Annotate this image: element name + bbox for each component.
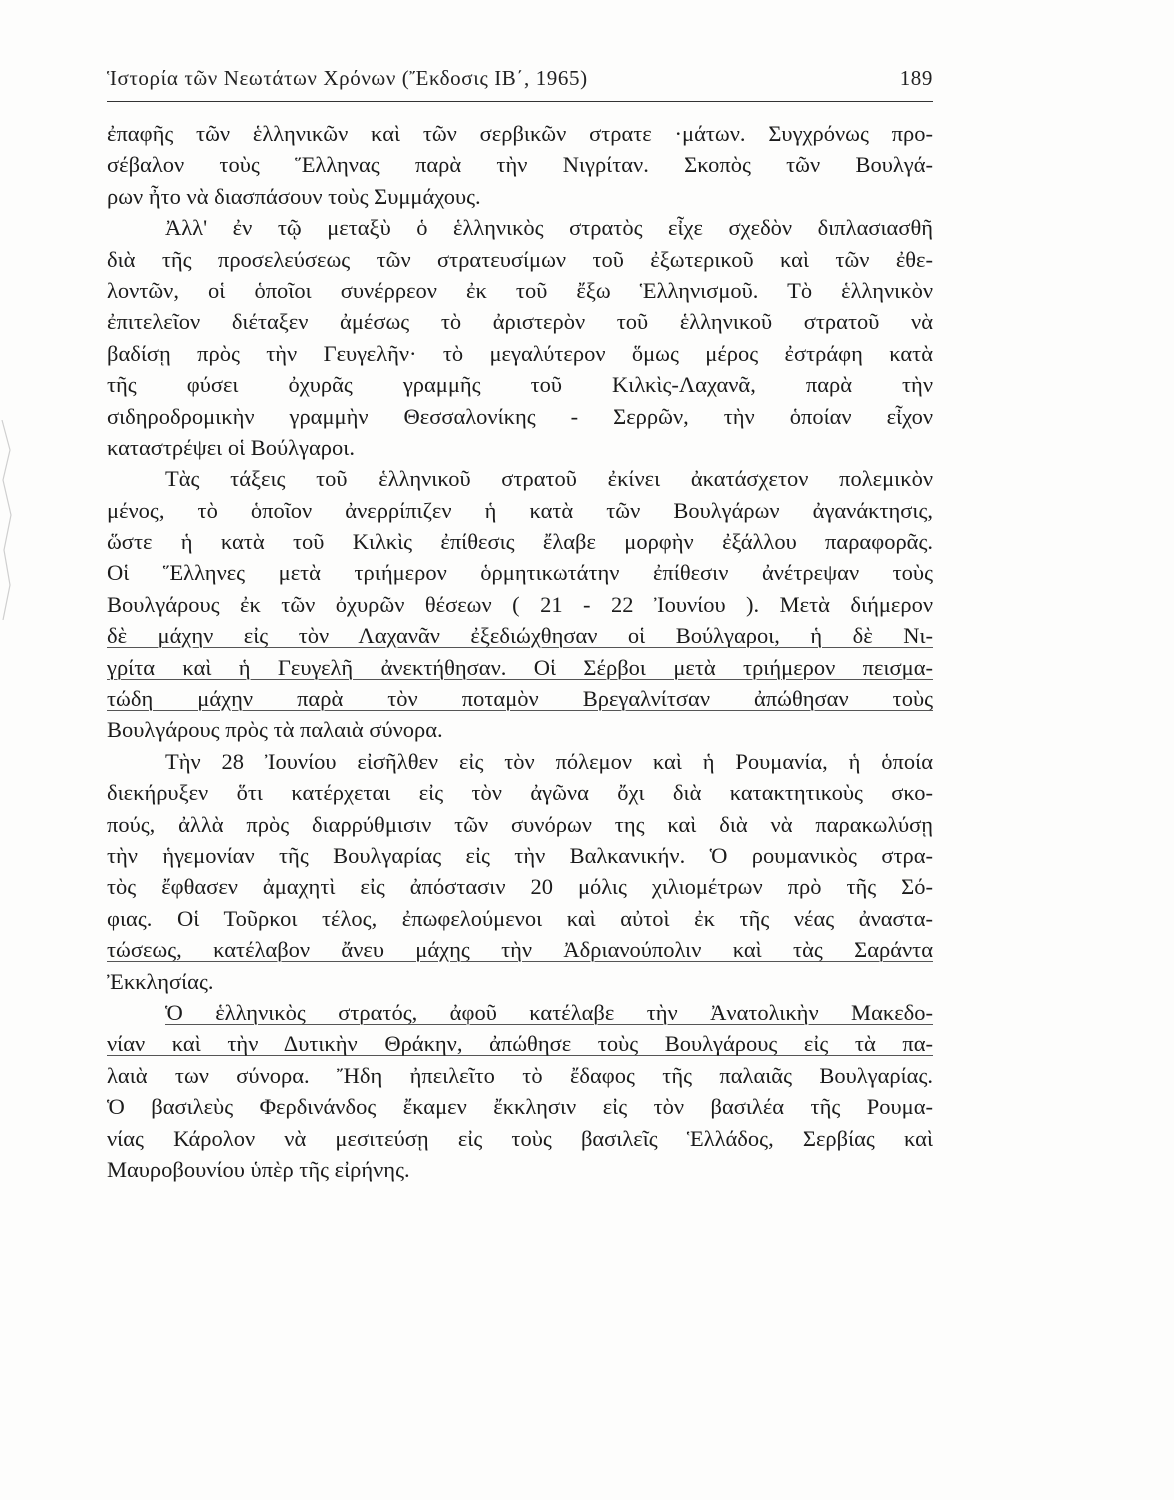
text-line: τὴν ἡγεμονίαν τῆς Βουλγαρίας εἰς τὴν Βαλκανικήν. Ὁ ρουμανικὸς στρα- xyxy=(107,842,933,868)
text-line: μένος, τὸ ὁποῖον ἀνερρίπιζεν ἡ κατὰ τῶν Βουλγάρων ἀγανάκτησις, xyxy=(107,497,933,523)
page-header xyxy=(107,66,933,96)
text-line: τώδη μάχην παρὰ τὸν ποταμὸν Βρεγαλνίτσαν ἀπώθησαν τοὺς xyxy=(107,686,933,712)
body-text xyxy=(107,118,933,1185)
text-line: Οἱ Ἕλληνες μετὰ τριήμερον ὁρμητικωτάτην ἐπίθεσιν ἀνέτρεψαν τοὺς xyxy=(107,560,933,586)
text-line: Βουλγάρους πρὸς τὰ παλαιὰ σύνορα. xyxy=(107,717,443,743)
text-line: λαιὰ των σύνορα. Ἤδη ἠπειλεῖτο τὸ ἔδαφος τῆς παλαιᾶς Βουλγαρίας. xyxy=(107,1062,933,1088)
text-line: γρίτα καὶ ἡ Γευγελῆ ἀνεκτήθησαν. Οἱ Σέρβοι μετὰ τριήμερον πεισμα- xyxy=(107,654,933,680)
text-line: τὸς ἔφθασεν ἀμαχητὶ εἰς ἀπόστασιν 20 μόλις χιλιομέτρων πρὸ τῆς Σό- xyxy=(107,874,933,900)
page-number: 189 xyxy=(899,66,933,90)
text-line: Ὁ βασιλεὺς Φερδινάνδος ἔκαμεν ἔκκλησιν εἰς τὸν βασιλέα τῆς Ρουμα- xyxy=(107,1094,933,1120)
text-line: ὥστε ἡ κατὰ τοῦ Κιλκὶς ἐπίθεσις ἔλαβε μορφὴν ἐξάλλου παραφορᾶς. xyxy=(107,529,933,555)
header-rule xyxy=(107,101,933,102)
text-line: τώσεως, κατέλαβον ἄνευ μάχης τὴν Ἀδριανούπολιν καὶ τὰς Σαράντα xyxy=(107,937,933,963)
text-line: ἐπιτελεῖον διέταξεν ἀμέσως τὸ ἀριστερὸν τοῦ ἑλληνικοῦ στρατοῦ νὰ xyxy=(107,309,933,335)
text-line: φιας. Οἱ Τοῦρκοι τέλος, ἐπωφελούμενοι καὶ αὐτοὶ ἐκ τῆς νέας ἀναστα- xyxy=(107,905,933,931)
text-line: Ἐκκλησίας. xyxy=(107,968,214,994)
text-line: Ὁ ἑλληνικὸς στρατός, ἀφοῦ κατέλαβε τὴν Ἀνατολικὴν Μακεδο- xyxy=(165,999,933,1025)
text-line: βαδίσῃ πρὸς τὴν Γευγελῆν· τὸ μεγαλύτερον ὅμως μέρος ἐστράφη κατὰ xyxy=(107,340,933,366)
text-line: τῆς φύσει ὀχυρᾶς γραμμῆς τοῦ Κιλκὶς-Λαχανᾶ, παρὰ τὴν xyxy=(107,372,933,398)
text-line: σέβαλον τοὺς Ἕλληνας παρὰ τὴν Νιγρίταν. Σκοπὸς τῶν Βουλγά- xyxy=(107,152,933,178)
text-line: Μαυροβουνίου ὑπὲρ τῆς εἰρήνης. xyxy=(107,1156,410,1182)
text-line: Ἀλλ' ἐν τῷ μεταξὺ ὁ ἑλληνικὸς στρατὸς εἶχε σχεδὸν διπλασιασθῆ xyxy=(165,215,933,241)
text-line: πούς, ἀλλὰ πρὸς διαρρύθμισιν τῶν συνόρων της καὶ διὰ νὰ παρακωλύσῃ xyxy=(107,811,933,837)
text-line: καταστρέψει οἱ Βούλγαροι. xyxy=(107,434,355,460)
running-title: Ἱστορία τῶν Νεωτάτων Χρόνων (Ἔκδοσις ΙΒ΄, 1965) xyxy=(107,66,588,90)
text-line: Τὰς τάξεις τοῦ ἑλληνικοῦ στρατοῦ ἐκίνει ἀκατάσχετον πολεμικὸν xyxy=(165,466,933,492)
text-line: σιδηροδρομικὴν γραμμὴν Θεσσαλονίκης - Σερρῶν, τὴν ὁποίαν εἶχον xyxy=(107,403,933,429)
text-line: ρων ἦτο νὰ διασπάσουν τοὺς Συμμάχους. xyxy=(107,183,481,209)
text-line: διὰ τῆς προσελεύσεως τῶν στρατευσίμων τοῦ ἐξωτερικοῦ καὶ τῶν ἐθε- xyxy=(107,246,933,272)
text-line: λοντῶν, οἱ ὁποῖοι συνέρρεον ἐκ τοῦ ἔξω Ἑλληνισμοῦ. Τὸ ἑλληνικὸν xyxy=(107,277,933,303)
text-line: Βουλγάρους ἐκ τῶν ὀχυρῶν θέσεων ( 21 - 22 Ἰουνίου ). Μετὰ διήμερον xyxy=(107,591,933,617)
text-line: νίαν καὶ τὴν Δυτικὴν Θράκην, ἀπώθησε τοὺς Βουλγάρους εἰς τὰ πα- xyxy=(107,1031,933,1057)
text-line: νίας Κάρολον νὰ μεσιτεύσῃ εἰς τοὺς βασιλεῖς Ἑλλάδος, Σερβίας καὶ xyxy=(107,1125,933,1151)
text-line: δὲ μάχην εἰς τὸν Λαχανᾶν ἐξεδιώχθησαν οἱ Βούλγαροι, ἡ δὲ Νι- xyxy=(107,623,933,649)
text-line: Τὴν 28 Ἰουνίου εἰσῆλθεν εἰς τὸν πόλεμον καὶ ἡ Ρουμανία, ἡ ὁποία xyxy=(165,748,933,774)
scan-edge-mark xyxy=(0,420,14,620)
text-line: διεκήρυξεν ὅτι κατέρχεται εἰς τὸν ἀγῶνα ὄχι διὰ κατακτητικοὺς σκο- xyxy=(107,780,933,806)
text-line: ἐπαφῆς τῶν ἑλληνικῶν καὶ τῶν σερβικῶν στρατε ·μάτων. Συγχρόνως προ- xyxy=(107,121,933,146)
